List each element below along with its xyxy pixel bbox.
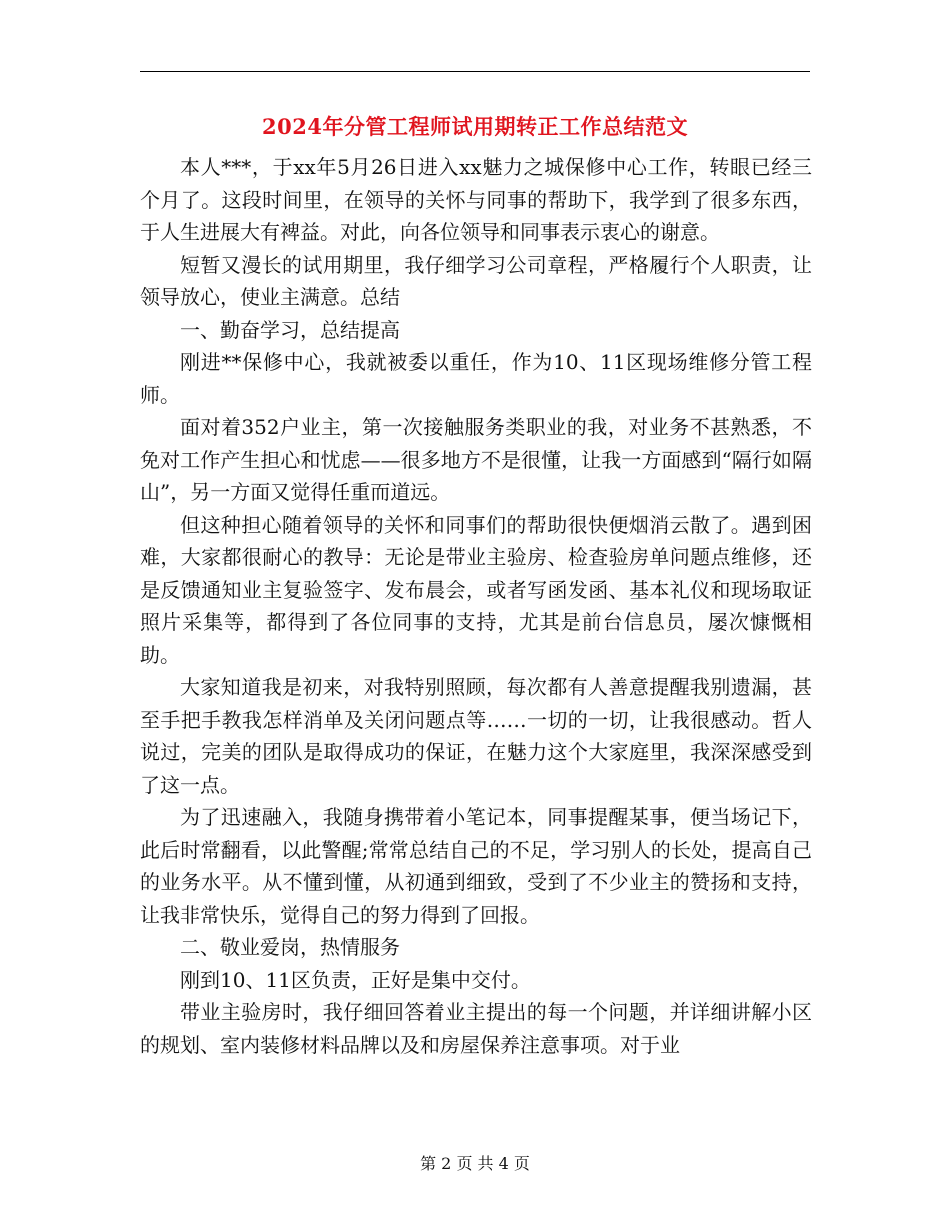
- document-body: [140, 151, 812, 1061]
- paragraph-inspection: 带业主验房时，我仔细回答着业主提出的每一个问题，并详细讲解小区的规划、室内装修材料品牌以及和房屋保养注意事项。对于业: [140, 1000, 812, 1057]
- document-title: 2024年分管工程师试用期转正工作总结范文: [262, 114, 688, 139]
- section-heading-service: 二、敬业爱岗，热情服务: [180, 935, 400, 959]
- paragraph-intro: 本人***，于xx年5月26日进入xx魅力之城保修中心工作，转眼已经三个月了。这段时间里，在领导的关怀与同事的帮助下，我学到了很多东西，于人生进展大有裨益。对此，向各位领导和同事表示衷心的谢意。: [140, 155, 812, 244]
- header-rule: [140, 71, 810, 72]
- page-number: 第 2 页 共 4 页: [420, 1154, 530, 1173]
- paragraph-notebook: 为了迅速融入，我随身携带着小笔记本，同事提醒某事，便当场记下，此后时常翻看，以此警醒;常常总结自己的不足，学习别人的长处，提高自己的业务水平。从不懂到懂，从初通到细致，受到了不少业主的赞扬和支持，让我非常快乐，觉得自己的努力得到了回报。: [140, 805, 812, 927]
- paragraph-appointment: 刚进**保修中心，我就被委以重任，作为10、11区现场维修分管工程师。: [140, 350, 812, 407]
- section-heading-study: 一、勤奋学习，总结提高: [180, 317, 400, 342]
- paragraph-summary-lead: 短暂又漫长的试用期里，我仔细学习公司章程，严格履行个人职责，让领导放心，使业主满意。总结: [140, 252, 812, 309]
- paragraph-owners: 面对着352户业主，第一次接触服务类职业的我，对业务不甚熟悉，不免对工作产生担心和忧虑——很多地方不是很懂，让我一方面感到“隔行如隔山”，另一方面又觉得任重而道远。: [140, 415, 812, 504]
- paragraph-care: 大家知道我是初来，对我特别照顾，每次都有人善意提醒我别遗漏，甚至手把手教我怎样消单及关闭问题点等……一切的一切，让我很感动。哲人说过，完美的团队是取得成功的保证，在魅力这个大家庭里，我深深感受到了这一点。: [140, 675, 812, 797]
- paragraph-delivery: 刚到10、11区负责，正好是集中交付。: [180, 967, 531, 992]
- paragraph-team-help: 但这种担心随着领导的关怀和同事们的帮助很快便烟消云散了。遇到困难，大家都很耐心的教导：无论是带业主验房、检查验房单问题点维修，还是反馈通知业主复验签字、发布晨会，或者写函发函、基本礼仪和现场取证照片采集等，都得到了各位同事的支持，尤其是前台信息员，屡次慷慨相助。: [140, 512, 812, 667]
